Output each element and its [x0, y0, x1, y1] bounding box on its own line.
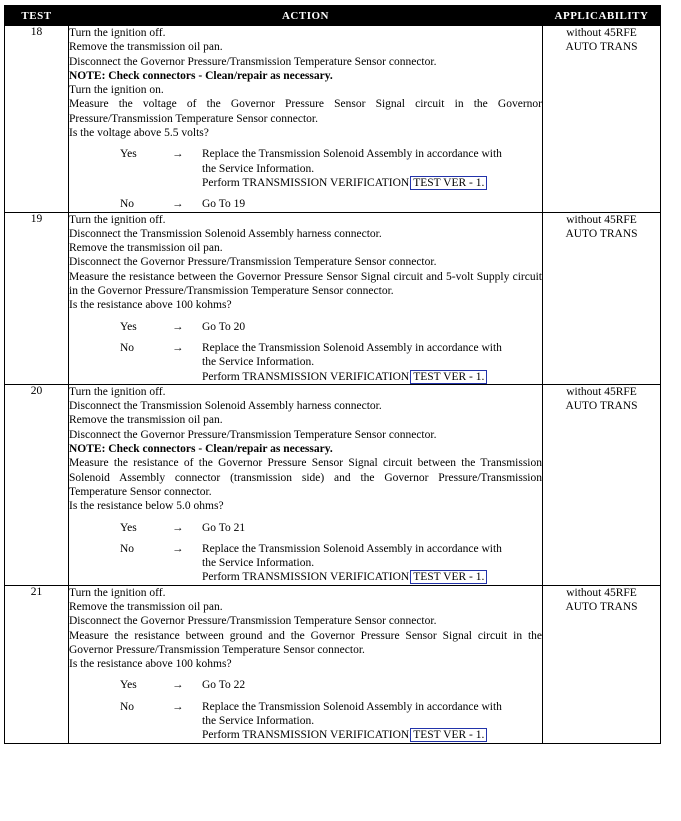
result-line: Replace the Transmission Solenoid Assembly in accordance with: [202, 341, 502, 354]
arrow-right-icon: →: [172, 700, 184, 713]
step-text: Turn the ignition off.: [69, 27, 166, 39]
result-line: Replace the Transmission Solenoid Assembly in accordance with: [202, 700, 502, 713]
step-text: Remove the transmission oil pan.: [69, 414, 223, 427]
action-cell: [69, 585, 543, 743]
applicability-text: without 45RFE: [566, 27, 637, 39]
no-result: [202, 197, 542, 211]
header-action: ACTION: [69, 6, 543, 26]
table-row: [5, 212, 661, 384]
arrow-right-icon: →: [172, 320, 184, 333]
applicability-cell: [543, 384, 661, 585]
result-text: [202, 728, 542, 742]
step-text: Disconnect the Governor Pressure/Transmission Temperature Sensor connector.: [69, 428, 437, 441]
applicability-cell: [543, 212, 661, 384]
no-branch: [69, 197, 542, 211]
result-text: [202, 370, 542, 384]
table-row: [5, 26, 661, 213]
test-number: 18: [5, 26, 69, 213]
action-cell: [69, 384, 543, 585]
result-line: Perform TRANSMISSION VERIFICATION: [202, 370, 410, 383]
result-line: Replace the Transmission Solenoid Assembly in accordance with: [202, 542, 502, 555]
applicability-text: without 45RFE: [566, 385, 637, 398]
step-text: Disconnect the Transmission Solenoid Assembly harness connector.: [69, 400, 382, 413]
result-line: the Service Information.: [202, 356, 315, 369]
arrow-right-icon: →: [172, 198, 184, 211]
arrow-right-icon: →: [172, 679, 184, 692]
result-line: the Service Information.: [202, 715, 315, 728]
yes-result: [202, 678, 542, 692]
no-branch: [69, 341, 542, 384]
step-text: Turn the ignition off.: [69, 213, 166, 226]
yes-branch: [69, 320, 542, 334]
result-text: [202, 521, 542, 535]
yes-branch: [69, 521, 542, 535]
result-line: the Service Information.: [202, 162, 315, 175]
test-ver-link[interactable]: TEST VER - 1.: [410, 370, 487, 384]
result-text: [202, 341, 542, 355]
applicability-cell: [543, 26, 661, 213]
table-row: [5, 585, 661, 743]
step-text: Disconnect the Governor Pressure/Transmission Temperature Sensor connector.: [69, 256, 437, 269]
no-result: [202, 542, 542, 585]
arrow-right-icon: →: [172, 542, 184, 555]
arrow-right-icon: →: [172, 521, 184, 534]
applicability-cell: [543, 585, 661, 743]
result-text: [202, 197, 542, 211]
result-text: [202, 320, 542, 334]
arrow-right-icon: →: [172, 341, 184, 354]
diagnostic-table: [4, 5, 661, 744]
test-number: 19: [5, 212, 69, 384]
result-line: Go To 21: [202, 521, 246, 534]
header-test: TEST: [5, 6, 69, 26]
step-text: Measure the resistance between ground and the Governor Pressure Sensor Signal circuit in the Governor Pressure/Transmission Temperature Sensor connector.: [69, 629, 542, 656]
step-text: Is the resistance above 100 kohms?: [69, 658, 232, 671]
note-text: NOTE: Check connectors - Clean/repair as necessary.: [69, 69, 333, 82]
applicability-text: without 45RFE: [566, 586, 637, 599]
table-body: [5, 26, 661, 744]
result-text: [202, 714, 542, 728]
step-text: Measure the resistance between the Governor Pressure Sensor Signal circuit and 5-volt Supply circuit in the Governor Pressure/Transmission Temperature Sensor connector.: [69, 270, 542, 298]
result-text: [202, 542, 542, 556]
yes-branch: [69, 678, 542, 692]
step-text: Disconnect the Governor Pressure/Transmission Temperature Sensor connector.: [69, 55, 437, 68]
result-text: [202, 570, 542, 584]
no-result: [202, 341, 542, 384]
result-line: Replace the Transmission Solenoid Assembly in accordance with: [202, 148, 502, 161]
step-text: Disconnect the Transmission Solenoid Assembly harness connector.: [69, 227, 382, 240]
result-line: Perform TRANSMISSION VERIFICATION: [202, 176, 410, 189]
table-row: [5, 384, 661, 585]
step-text: Turn the ignition off.: [69, 586, 166, 599]
result-text: [202, 678, 542, 692]
result-line: Perform TRANSMISSION VERIFICATION: [202, 729, 410, 742]
no-branch: [69, 700, 542, 743]
action-cell: [69, 212, 543, 384]
arrow-right-icon: →: [172, 148, 184, 161]
result-line: Perform TRANSMISSION VERIFICATION: [202, 571, 410, 584]
test-number: 20: [5, 384, 69, 585]
note-text: NOTE: Check connectors - Clean/repair as necessary.: [69, 443, 333, 456]
no-result: [202, 700, 542, 743]
result-text: [202, 700, 542, 714]
result-line: Go To 20: [202, 320, 246, 333]
result-line: Go To 22: [202, 679, 246, 692]
result-text: [202, 355, 542, 369]
applicability-text: AUTO TRANS: [565, 600, 638, 613]
table-header-row: [5, 6, 661, 26]
applicability-text: AUTO TRANS: [565, 41, 638, 53]
test-number: 21: [5, 585, 69, 743]
no-label: No: [120, 542, 135, 555]
action-cell: [69, 26, 543, 213]
step-text: Remove the transmission oil pan.: [69, 41, 223, 54]
no-branch: [69, 542, 542, 585]
header-applicability: APPLICABILITY: [543, 6, 661, 26]
yes-branch: [69, 147, 542, 190]
yes-label: Yes: [120, 521, 137, 534]
result-line: the Service Information.: [202, 557, 315, 570]
no-label: No: [120, 700, 135, 713]
step-text: Disconnect the Governor Pressure/Transmission Temperature Sensor connector.: [69, 615, 437, 628]
test-ver-link[interactable]: TEST VER - 1.: [410, 176, 487, 190]
result-text: [202, 556, 542, 570]
applicability-text: AUTO TRANS: [565, 399, 638, 412]
applicability-text: without 45RFE: [566, 213, 637, 226]
test-ver-link[interactable]: TEST VER - 1.: [410, 728, 487, 742]
no-label: No: [120, 341, 135, 354]
test-ver-link[interactable]: TEST VER - 1.: [410, 570, 487, 584]
yes-result: [202, 320, 542, 334]
step-text: Is the resistance below 5.0 ohms?: [69, 500, 224, 513]
result-line: Go To 19: [202, 198, 246, 211]
yes-result: [202, 521, 542, 535]
result-text: [202, 176, 542, 190]
yes-label: Yes: [120, 320, 137, 333]
step-text: Remove the transmission oil pan.: [69, 600, 223, 613]
yes-result: [202, 147, 542, 190]
step-text: Is the resistance above 100 kohms?: [69, 299, 232, 312]
yes-label: Yes: [120, 679, 137, 692]
result-text: [202, 147, 542, 161]
result-text: [202, 162, 542, 176]
step-text: Turn the ignition on.: [69, 84, 164, 97]
step-text: Remove the transmission oil pan.: [69, 242, 223, 255]
yes-label: Yes: [120, 148, 137, 161]
step-text: Turn the ignition off.: [69, 385, 166, 398]
step-text: Is the voltage above 5.5 volts?: [69, 127, 209, 140]
step-text: Measure the voltage of the Governor Pressure Sensor Signal circuit in the Governor Pressure/Transmission Temperature Sensor connector.: [69, 98, 542, 125]
no-label: No: [120, 198, 135, 211]
step-text: Measure the resistance of the Governor Pressure Sensor Signal circuit between the Transmission Solenoid Assembly connector (transmission side) and the Governor Pressure/Transmission Temperature Sensor connector.: [69, 457, 542, 498]
applicability-text: AUTO TRANS: [565, 227, 638, 240]
